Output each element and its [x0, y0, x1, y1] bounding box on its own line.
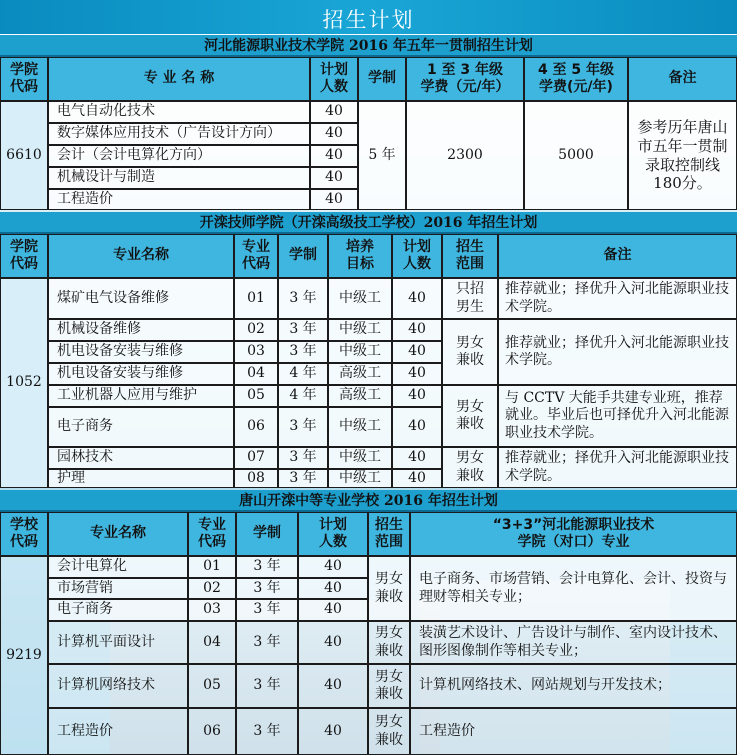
s3-mcode-6: 06 [188, 708, 236, 755]
s2-train-5: 高级工 [328, 385, 392, 407]
section2-title: 开滦技师学院（开滦高级技工学校）2016 年招生计划 [0, 212, 737, 234]
s3-system-5: 3 年 [236, 664, 298, 708]
s3-range-3: 男女 兼收 [368, 664, 410, 708]
s1-plan-4: 40 [310, 167, 358, 189]
s2-header-major: 专业名称 [48, 234, 234, 278]
s2-train-8: 中级工 [328, 469, 392, 488]
s3-header-note: “3+3”河北能源职业技术 学院（对口）专业 [410, 512, 737, 556]
s2-note-4: 推荐就业；择优升入河北能源职业技术学院。 [498, 447, 737, 488]
s2-system-2: 3 年 [278, 319, 328, 341]
s2-college-code: 1052 [0, 278, 48, 488]
s3-header-plan: 计划 人数 [298, 512, 368, 556]
s1-header-system: 学制 [358, 57, 406, 101]
s3-range-2: 男女 兼收 [368, 621, 410, 664]
s3-major-5: 计算机网络技术 [48, 664, 188, 708]
s2-system-5: 4 年 [278, 385, 328, 407]
s2-plan-2: 40 [392, 319, 442, 341]
s2-train-6: 中级工 [328, 407, 392, 447]
s2-plan-8: 40 [392, 469, 442, 488]
s1-plan-2: 40 [310, 123, 358, 145]
s3-system-4: 3 年 [236, 621, 298, 664]
s3-plan-5: 40 [298, 664, 368, 708]
s1-fee45: 5000 [524, 101, 628, 210]
s2-range-1: 只招 男生 [442, 278, 498, 319]
s2-major-8: 护理 [48, 469, 234, 488]
s3-mcode-2: 02 [188, 578, 236, 599]
s3-major-3: 电子商务 [48, 599, 188, 621]
s3-range-4: 男女 兼收 [368, 708, 410, 755]
s2-train-1: 中级工 [328, 278, 392, 319]
s1-header-fee13: 1 至 3 年级 学费（元/年） [406, 57, 524, 101]
s2-header-mcode: 专业 代码 [234, 234, 278, 278]
s3-header-code: 学校 代码 [0, 512, 48, 556]
s2-major-6: 电子商务 [48, 407, 234, 447]
s2-plan-7: 40 [392, 447, 442, 469]
s3-note-3: 计算机网络技术、网站规划与开发技术； [410, 664, 737, 708]
s1-plan-3: 40 [310, 145, 358, 167]
s2-system-3: 3 年 [278, 341, 328, 363]
s2-major-3: 机电设备安装与维修 [48, 341, 234, 363]
s2-mcode-5: 05 [234, 385, 278, 407]
s2-range-3: 男女 兼收 [442, 385, 498, 447]
title-banner [0, 0, 737, 34]
s2-mcode-7: 07 [234, 447, 278, 469]
s2-system-6: 3 年 [278, 407, 328, 447]
s2-mcode-8: 08 [234, 469, 278, 488]
s3-major-1: 会计电算化 [48, 556, 188, 578]
s2-range-4: 男女 兼收 [442, 447, 498, 488]
s1-plan-5: 40 [310, 189, 358, 210]
s1-header-note: 备注 [628, 57, 737, 101]
s2-system-7: 3 年 [278, 447, 328, 469]
s2-major-1: 煤矿电气设备维修 [48, 278, 234, 319]
s3-major-6: 工程造价 [48, 708, 188, 755]
s2-range-2: 男女 兼收 [442, 319, 498, 385]
s1-note: 参考历年唐山市五年一贯制录取控制线180分。 [628, 101, 737, 210]
s2-major-7: 园林技术 [48, 447, 234, 469]
s1-major-3: 会计（会计电算化方向） [48, 145, 310, 167]
s3-note-2: 装潢艺术设计、广告设计与制作、室内设计技术、图形图像制作等相关专业； [410, 621, 737, 664]
s2-major-4: 机电设备安装与维修 [48, 363, 234, 385]
s2-system-1: 3 年 [278, 278, 328, 319]
s1-college-code: 6610 [0, 101, 48, 210]
s1-header-code: 学院 代码 [0, 57, 48, 101]
s1-system: 5 年 [358, 101, 406, 210]
s3-major-4: 计算机平面设计 [48, 621, 188, 664]
s2-plan-5: 40 [392, 385, 442, 407]
s3-header-range: 招生 范围 [368, 512, 410, 556]
s3-plan-1: 40 [298, 556, 368, 578]
s2-header-plan: 计划 人数 [392, 234, 442, 278]
s1-major-2: 数字媒体应用技术（广告设计方向） [48, 123, 310, 145]
s1-plan-1: 40 [310, 101, 358, 123]
section3-title: 唐山开滦中等专业学校 2016 年招生计划 [0, 490, 737, 512]
section1-title: 河北能源职业技术学院 2016 年五年一贯制招生计划 [0, 35, 737, 57]
s3-school-code: 9219 [0, 556, 48, 755]
s2-header-note: 备注 [498, 234, 737, 278]
s2-mcode-4: 04 [234, 363, 278, 385]
s3-major-2: 市场营销 [48, 578, 188, 599]
s3-header-mcode: 专业 代码 [188, 512, 236, 556]
s1-header-plan: 计划 人数 [310, 57, 358, 101]
s1-major-5: 工程造价 [48, 189, 310, 210]
s3-plan-3: 40 [298, 599, 368, 621]
s2-plan-6: 40 [392, 407, 442, 447]
s2-header-code: 学院 代码 [0, 234, 48, 278]
s3-mcode-5: 05 [188, 664, 236, 708]
s2-train-7: 中级工 [328, 447, 392, 469]
s2-mcode-1: 01 [234, 278, 278, 319]
s2-mcode-2: 02 [234, 319, 278, 341]
s2-mcode-3: 03 [234, 341, 278, 363]
s2-major-5: 工业机器人应用与维护 [48, 385, 234, 407]
s2-header-range: 招生 范围 [442, 234, 498, 278]
s2-note-1: 推荐就业；择优升入河北能源职业技术学院。 [498, 278, 737, 319]
s3-note-1: 电子商务、市场营销、会计电算化、会计、投资与理财等相关专业； [410, 556, 737, 621]
s3-system-1: 3 年 [236, 556, 298, 578]
s1-header-fee45: 4 至 5 年级 学费(元/年) [524, 57, 628, 101]
s3-system-6: 3 年 [236, 708, 298, 755]
s2-plan-3: 40 [392, 341, 442, 363]
s3-plan-6: 40 [298, 708, 368, 755]
s3-system-3: 3 年 [236, 599, 298, 621]
s3-mcode-4: 04 [188, 621, 236, 664]
s2-train-2: 中级工 [328, 319, 392, 341]
page-title: 招生计划 [322, 8, 415, 32]
s3-header-system: 学制 [236, 512, 298, 556]
s3-plan-2: 40 [298, 578, 368, 599]
s3-range-1: 男女 兼收 [368, 556, 410, 621]
s2-header-train: 培养 目标 [328, 234, 392, 278]
s3-system-2: 3 年 [236, 578, 298, 599]
s3-header-major: 专业名称 [48, 512, 188, 556]
s1-fee13: 2300 [406, 101, 524, 210]
s1-major-4: 机械设计与制造 [48, 167, 310, 189]
s2-train-3: 中级工 [328, 341, 392, 363]
s3-plan-4: 40 [298, 621, 368, 664]
s1-major-1: 电气自动化技术 [48, 101, 310, 123]
s1-header-major: 专 业 名 称 [48, 57, 310, 101]
s2-plan-1: 40 [392, 278, 442, 319]
s3-note-4: 工程造价 [410, 708, 737, 755]
s2-major-2: 机械设备维修 [48, 319, 234, 341]
s2-note-3: 与 CCTV 大能手共建专业班，推荐就业。毕业后也可择优升入河北能源职业技术学院。 [498, 385, 737, 447]
s2-header-system: 学制 [278, 234, 328, 278]
s3-mcode-1: 01 [188, 556, 236, 578]
s2-system-8: 3 年 [278, 469, 328, 488]
s3-mcode-3: 03 [188, 599, 236, 621]
s2-note-2: 推荐就业；择优升入河北能源职业技术学院。 [498, 319, 737, 385]
s2-mcode-6: 06 [234, 407, 278, 447]
s2-plan-4: 40 [392, 363, 442, 385]
s2-train-4: 高级工 [328, 363, 392, 385]
s2-system-4: 4 年 [278, 363, 328, 385]
